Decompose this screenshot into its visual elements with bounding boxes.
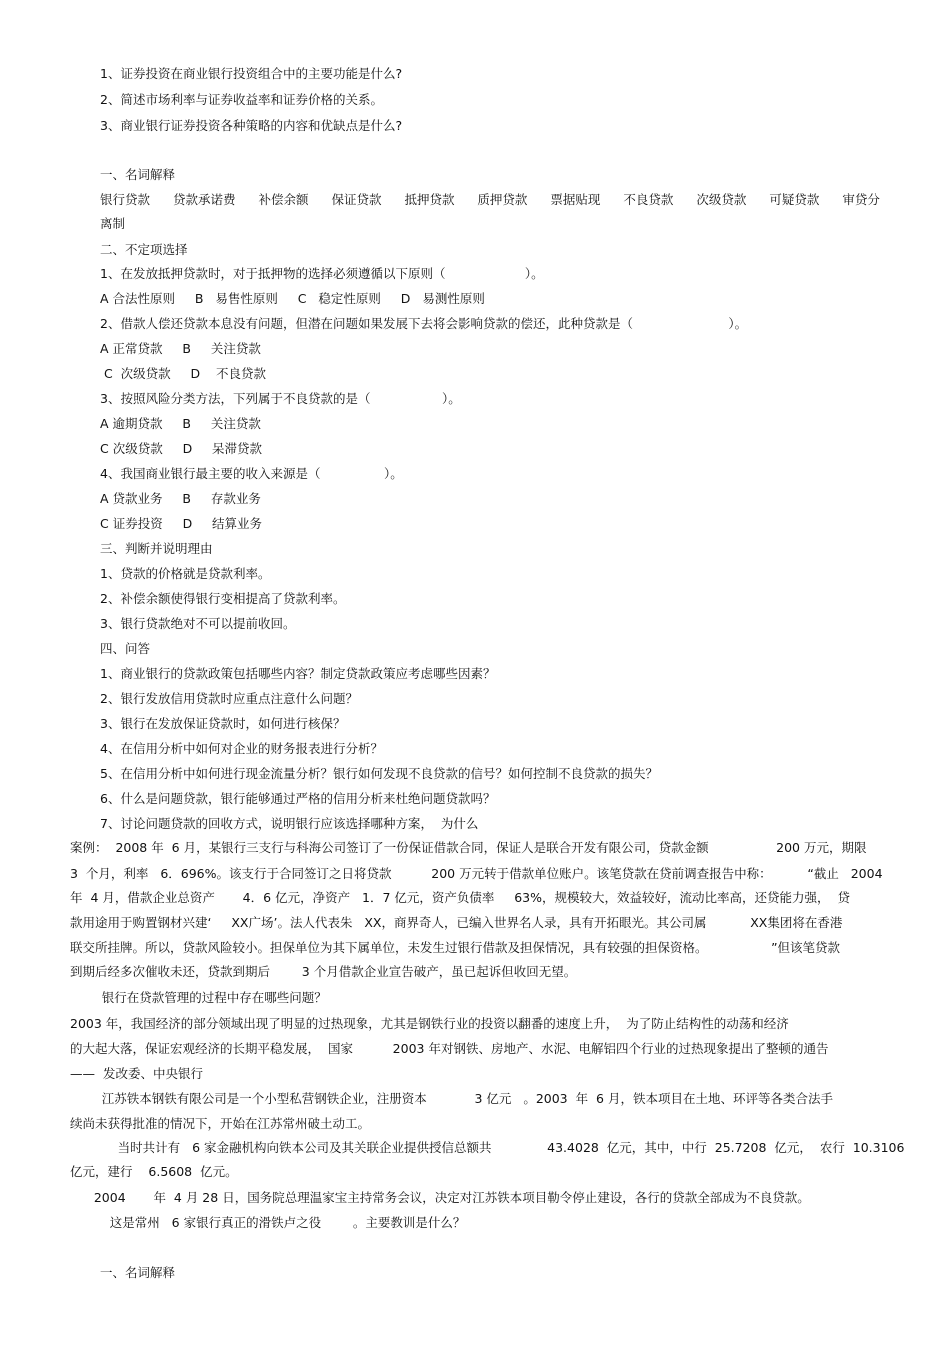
term-item: 审贷分 <box>842 192 880 207</box>
choice-line: C 次级贷款 D 呆滞贷款 <box>100 441 263 456</box>
judge-line: 1、贷款的价格就是贷款利率。 <box>100 566 271 581</box>
case-line: —— 发改委、中央银行 <box>70 1066 203 1081</box>
term-item: 贷款承诺费 <box>172 192 236 207</box>
intro-question-1: 1、证券投资在商业银行投资组合中的主要功能是什么? <box>100 66 403 81</box>
choice-line: 2、借款人偿还贷款本息没有问题，但潜在问题如果发展下去将会影响贷款的偿还，此种贷款是（ ）。 <box>100 316 748 331</box>
choice-line: 4、我国商业银行最主要的收入来源是（ ）。 <box>100 466 403 481</box>
term-item: 银行贷款 <box>100 192 151 207</box>
term-item: 可疑贷款 <box>769 192 820 207</box>
choice-line: A 贷款业务 B 存款业务 <box>100 491 261 506</box>
intro-question-2: 2、简述市场利率与证券收益率和证券价格的关系。 <box>100 92 383 107</box>
intro-question-3: 3、商业银行证券投资各种策略的内容和优缺点是什么? <box>100 118 403 133</box>
term-item: 不良贷款 <box>623 192 674 207</box>
case-line: 亿元，建行 6.5608 亿元。 <box>70 1164 238 1179</box>
case-line: 到期后经多次催收未还，贷款到期后 3 个月借款企业宣告破产，虽已起诉但收回无望。 <box>70 964 577 979</box>
choice-line: C 次级贷款 D 不良贷款 <box>100 366 267 381</box>
section-heading-judge: 三、判断并说明理由 <box>100 541 213 556</box>
section-heading-terms: 一、名词解释 <box>100 167 176 182</box>
case-line: 的大起大落，保证宏观经济的长期平稳发展， 国家 2003 年对钢铁、房地产、水泥、电解铝四个行业的过热现象提出了整顿的通告 <box>70 1041 829 1056</box>
judge-line: 2、补偿余额使得银行变相提高了贷款利率。 <box>100 591 346 606</box>
terms-list <box>100 192 880 208</box>
qa-line: 3、银行在发放保证贷款时，如何进行核保？ <box>100 716 346 731</box>
term-item: 质押贷款 <box>477 192 528 207</box>
judge-line: 3、银行贷款绝对不可以提前收回。 <box>100 616 296 631</box>
choice-line: 1、在发放抵押贷款时，对于抵押物的选择必须遵循以下原则（ ）。 <box>100 266 544 281</box>
case-line: 当时共计有 6 家金融机构向铁本公司及其关联企业提供授信总额共 43.4028 亿元，其中，中行 25.7208 亿元， 农行 10.3106 <box>70 1140 905 1155</box>
case-line: 案例： 2008 年 6 月，某银行三支行与科海公司签订了一份保证借款合同，保证人是联合开发有限公司，贷款金额 200 万元，期限 <box>70 840 867 855</box>
term-item: 抵押贷款 <box>404 192 455 207</box>
term-item: 补偿余额 <box>258 192 309 207</box>
term-item: 保证贷款 <box>331 192 382 207</box>
choice-line: C 证券投资 D 结算业务 <box>100 516 263 531</box>
choice-line: A 正常贷款 B 关注贷款 <box>100 341 261 356</box>
case-line: 2004 年 4 月 28 日，国务院总理温家宝主持常务会议，决定对江苏铁本项目勒令停止建设，各行的贷款全部成为不良贷款。 <box>70 1190 810 1205</box>
choice-line: 3、按照风险分类方法，下列属于不良贷款的是（ ）。 <box>100 391 461 406</box>
case-line: 联交所挂牌。所以，贷款风险较小。担保单位为其下属单位，未发生过银行借款及担保情况，具有较强的担保资格。 ”但该笔贷款 <box>70 940 841 955</box>
qa-line: 2、银行发放信用贷款时应重点注意什么问题？ <box>100 691 358 706</box>
case-line: 2003 年，我国经济的部分领域出现了明显的过热现象，尤其是钢铁行业的投资以翻番的速度上升， 为了防止结构性的动荡和经济 <box>70 1016 789 1031</box>
section-heading-terms-repeat: 一、名词解释 <box>100 1265 176 1280</box>
case-line: 3 个月，利率 6．696%。该支行于合同签订之日将贷款 200 万元转于借款单位账户。该笔贷款在贷前调查报告中称： “截止 2004 <box>70 866 883 881</box>
choice-line: A 合法性原则 B 易售性原则 C 稳定性原则 D 易测性原则 <box>100 291 485 306</box>
term-wrap: 离制 <box>100 216 126 231</box>
term-item: 票据贴现 <box>550 192 601 207</box>
case-line: 江苏铁本钢铁有限公司是一个小型私营钢铁企业，注册资本 3 亿元 。2003 年 6 月，铁本项目在土地、环评等各类合法手 <box>70 1091 833 1106</box>
case-line: 款用途用于购置钢材兴建‘ XX广场’。法人代表朱 XX，商界奇人，已编入世界名人录，具有开拓眼光。其公司属 XX集团将在香港 <box>70 915 843 930</box>
qa-line: 1、商业银行的贷款政策包括哪些内容？制定贷款政策应考虑哪些因素？ <box>100 666 496 681</box>
section-heading-choice: 二、不定项选择 <box>100 242 188 257</box>
qa-line: 4、在信用分析中如何对企业的财务报表进行分析？ <box>100 741 383 756</box>
case-line: 这是常州 6 家银行真正的滑铁卢之役 。主要教训是什么？ <box>70 1215 466 1230</box>
qa-line: 5、在信用分析中如何进行现金流量分析？银行如何发现不良贷款的信号？如何控制不良贷款的损失？ <box>100 766 658 781</box>
case-line: 续尚未获得批准的情况下，开始在江苏常州破土动工。 <box>70 1116 371 1131</box>
case-line: 年 4 月，借款企业总资产 4．6 亿元，净资产 1．7 亿元，资产负债率 63%，规模较大，效益较好，流动比率高，还贷能力强， 贷 <box>70 890 850 905</box>
case-line: 银行在贷款管理的过程中存在哪些问题？ <box>70 990 327 1005</box>
choice-line: A 逾期贷款 B 关注贷款 <box>100 416 261 431</box>
section-heading-qa: 四、问答 <box>100 641 151 656</box>
qa-line: 6、什么是问题贷款，银行能够通过严格的信用分析来杜绝问题贷款吗？ <box>100 791 496 806</box>
term-item: 次级贷款 <box>696 192 747 207</box>
qa-line: 7、讨论问题贷款的回收方式，说明银行应该选择哪种方案， 为什么 <box>100 816 479 831</box>
